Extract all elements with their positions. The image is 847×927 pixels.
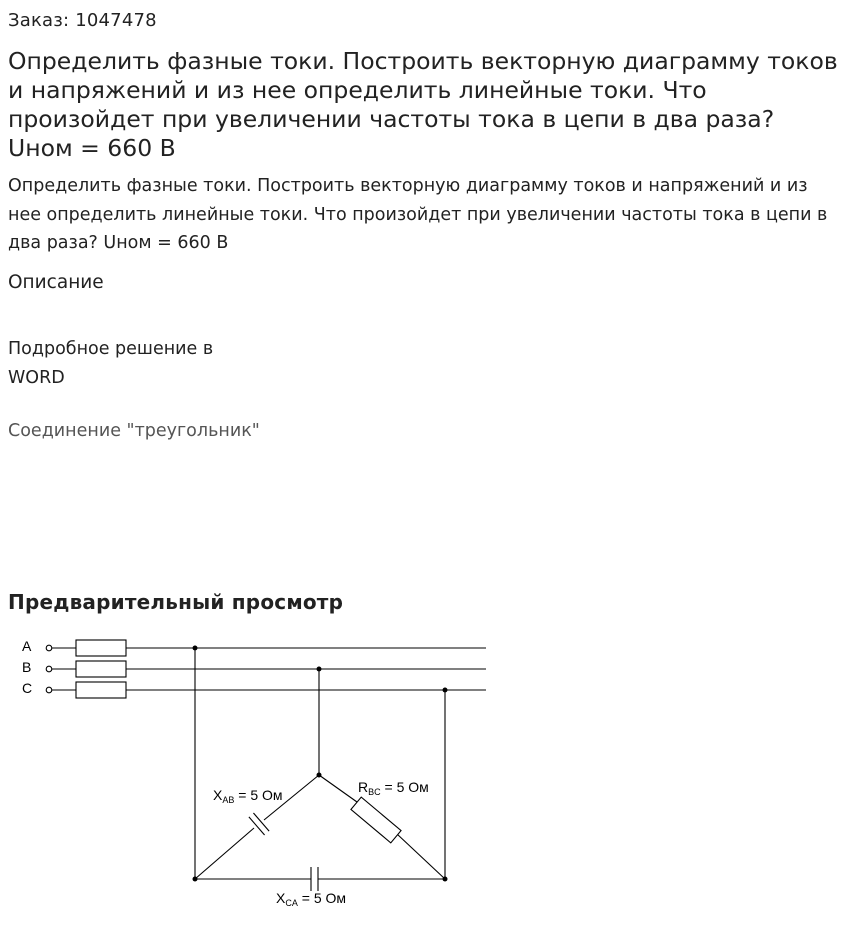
terminal-a-icon: [46, 645, 52, 651]
node-c: [443, 877, 448, 882]
circuit-diagram: [0, 628, 500, 918]
fuse-b-icon: [76, 661, 126, 677]
description-connection-type: Соединение "треугольник": [8, 421, 260, 441]
page-title: Определить фазные токи. Построить векторную диаграмму токов и напряжений и из нее определить линейные токи. Что произойдет при увеличении частоты тока в цепи в два раза? Uном = 660 В: [8, 47, 838, 162]
junction-a: [193, 646, 198, 651]
delta-ab-wire-1: [195, 828, 254, 879]
resistor-bc-icon: [351, 797, 401, 843]
phase-b-label: B: [22, 659, 32, 675]
preview-heading: Предварительный просмотр: [8, 590, 344, 614]
description-heading: Описание: [8, 272, 104, 293]
xca-label: $X_{CA} = 5$ Ом: [276, 890, 347, 908]
delta-bc-wire-2: [397, 834, 445, 879]
order-number: Заказ: 1047478: [8, 10, 157, 31]
terminal-c-icon: [46, 687, 52, 693]
fuse-a-icon: [76, 640, 126, 656]
rbc-label: $R_{BC} = 5$ Ом: [358, 779, 429, 797]
junction-b: [317, 667, 322, 672]
capacitor-ab-icon: [249, 813, 269, 835]
phase-a-label: A: [22, 638, 32, 654]
task-text: Определить фазные токи. Построить векторную диаграмму токов и напряжений и из нее определить линейные токи. Что произойдет при увеличении частоты тока в цепи в два раза? Uном = 660 В: [8, 176, 828, 253]
delta-bc-wire-1: [319, 775, 357, 802]
description-solution-format: Подробное решение в WORD: [8, 339, 214, 388]
phase-c-label: C: [22, 680, 33, 696]
node-b: [317, 773, 322, 778]
fuse-c-icon: [76, 682, 126, 698]
node-a: [193, 877, 198, 882]
terminal-b-icon: [46, 666, 52, 672]
junction-c: [443, 688, 448, 693]
xab-label: $X_{AB} = 5$ Ом: [213, 787, 283, 805]
